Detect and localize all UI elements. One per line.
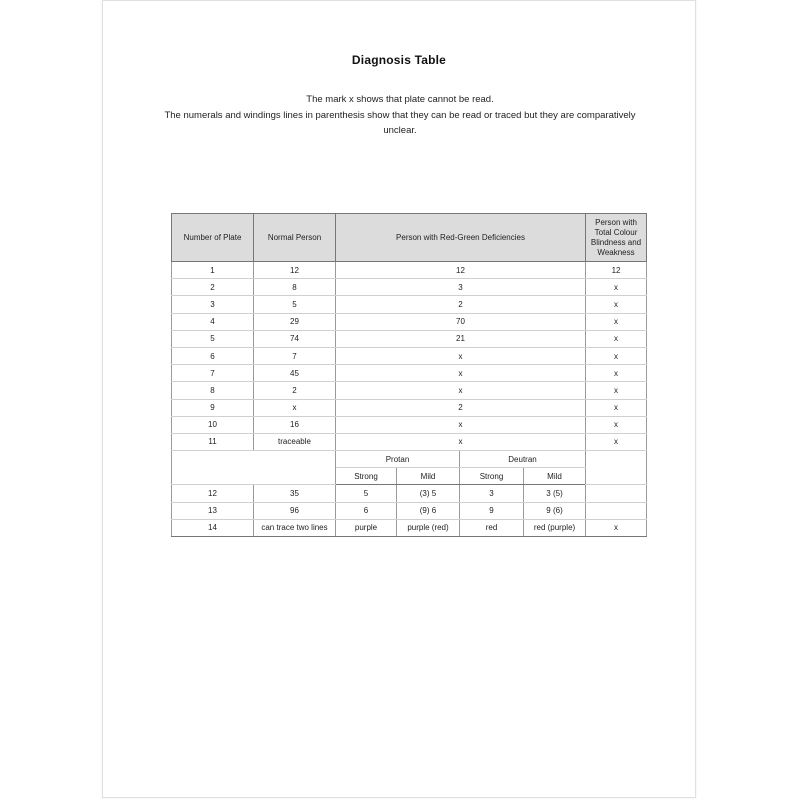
- table-header-row: [172, 214, 647, 262]
- cell-normal: can trace two lines: [254, 519, 336, 536]
- table-row: [172, 433, 647, 450]
- subheader-deutran-strong: Strong: [460, 468, 524, 485]
- cell-total: [586, 485, 647, 502]
- cell-red-green: x: [336, 433, 586, 450]
- diagnosis-table: [171, 213, 647, 537]
- table-row: [172, 416, 647, 433]
- cell-normal: 7: [254, 347, 336, 364]
- cell-total: 12: [586, 262, 647, 279]
- cell-red-green: 2: [336, 296, 586, 313]
- table-row: [172, 262, 647, 279]
- cell-total: x: [586, 347, 647, 364]
- cell-normal: 16: [254, 416, 336, 433]
- cell-plate: 11: [172, 433, 254, 450]
- header-normal: Normal Person: [254, 214, 336, 262]
- cell-total: x: [586, 519, 647, 536]
- subheader-protan-mild: Mild: [397, 468, 460, 485]
- table-row: [172, 313, 647, 330]
- cell-plate: 14: [172, 519, 254, 536]
- table-row: [172, 382, 647, 399]
- cell-plate: 3: [172, 296, 254, 313]
- cell-total: x: [586, 365, 647, 382]
- subheader-protan-strong: Strong: [336, 468, 397, 485]
- subheader-protan: Protan: [336, 451, 460, 468]
- cell-total: x: [586, 279, 647, 296]
- cell-plate: 4: [172, 313, 254, 330]
- header-red-green: Person with Red-Green Deficiencies: [336, 214, 586, 262]
- cell-plate: 8: [172, 382, 254, 399]
- subheader-deutran-mild: Mild: [524, 468, 586, 485]
- cell-normal: traceable: [254, 433, 336, 450]
- cell-red-green: 2: [336, 399, 586, 416]
- cell-plate: 5: [172, 330, 254, 347]
- cell-deutran-mild: 9 (6): [524, 502, 586, 519]
- cell-protan-strong: 6: [336, 502, 397, 519]
- cell-total: x: [586, 296, 647, 313]
- cell-protan-mild: purple (red): [397, 519, 460, 536]
- subheader-group-row: [172, 451, 647, 468]
- cell-red-green: 21: [336, 330, 586, 347]
- cell-plate: 9: [172, 399, 254, 416]
- cell-plate: 10: [172, 416, 254, 433]
- cell-red-green: x: [336, 347, 586, 364]
- cell-plate: 2: [172, 279, 254, 296]
- cell-normal: 45: [254, 365, 336, 382]
- cell-protan-strong: 5: [336, 485, 397, 502]
- intro-line-1: The mark x shows that plate cannot be read.: [306, 94, 494, 105]
- intro-line-2: The numerals and windings lines in parenthesis show that they can be read or traced but they are comparatively unclear.: [164, 109, 636, 136]
- cell-protan-mild: (3) 5: [397, 485, 460, 502]
- document-page: [102, 0, 696, 798]
- cell-total: [586, 502, 647, 519]
- cell-normal: 96: [254, 502, 336, 519]
- cell-red-green: 12: [336, 262, 586, 279]
- cell-normal: 29: [254, 313, 336, 330]
- cell-deutran-strong: red: [460, 519, 524, 536]
- page-title: Diagnosis Table: [351, 53, 447, 67]
- cell-total: x: [586, 330, 647, 347]
- cell-normal: 74: [254, 330, 336, 347]
- cell-plate: 6: [172, 347, 254, 364]
- table-row: [172, 279, 647, 296]
- subheader-deutran: Deutran: [460, 451, 586, 468]
- cell-deutran-strong: 9: [460, 502, 524, 519]
- table-row: [172, 330, 647, 347]
- table-row: [172, 502, 647, 519]
- cell-red-green: x: [336, 382, 586, 399]
- cell-deutran-mild: 3 (5): [524, 485, 586, 502]
- intro-text: [163, 92, 637, 139]
- table-row: [172, 365, 647, 382]
- cell-protan-mild: (9) 6: [397, 502, 460, 519]
- cell-red-green: 3: [336, 279, 586, 296]
- table-row: [172, 399, 647, 416]
- cell-plate: 13: [172, 502, 254, 519]
- cell-normal: 5: [254, 296, 336, 313]
- table-row: [172, 296, 647, 313]
- table-row: [172, 347, 647, 364]
- cell-normal: x: [254, 399, 336, 416]
- cell-normal: 12: [254, 262, 336, 279]
- cell-total: x: [586, 433, 647, 450]
- blank-cell: [172, 451, 336, 485]
- cell-normal: 2: [254, 382, 336, 399]
- header-total: Person with Total Colour Blindness and Weakness: [586, 214, 647, 262]
- cell-total: x: [586, 416, 647, 433]
- cell-plate: 1: [172, 262, 254, 279]
- cell-normal: 8: [254, 279, 336, 296]
- cell-protan-strong: purple: [336, 519, 397, 536]
- cell-total: x: [586, 382, 647, 399]
- blank-cell: [586, 451, 647, 485]
- cell-deutran-strong: 3: [460, 485, 524, 502]
- cell-deutran-mild: red (purple): [524, 519, 586, 536]
- table-row: [172, 519, 647, 536]
- cell-red-green: 70: [336, 313, 586, 330]
- header-plate: Number of Plate: [172, 214, 254, 262]
- cell-normal: 35: [254, 485, 336, 502]
- cell-total: x: [586, 313, 647, 330]
- table-row: [172, 485, 647, 502]
- cell-red-green: x: [336, 365, 586, 382]
- cell-plate: 7: [172, 365, 254, 382]
- cell-plate: 12: [172, 485, 254, 502]
- cell-total: x: [586, 399, 647, 416]
- cell-red-green: x: [336, 416, 586, 433]
